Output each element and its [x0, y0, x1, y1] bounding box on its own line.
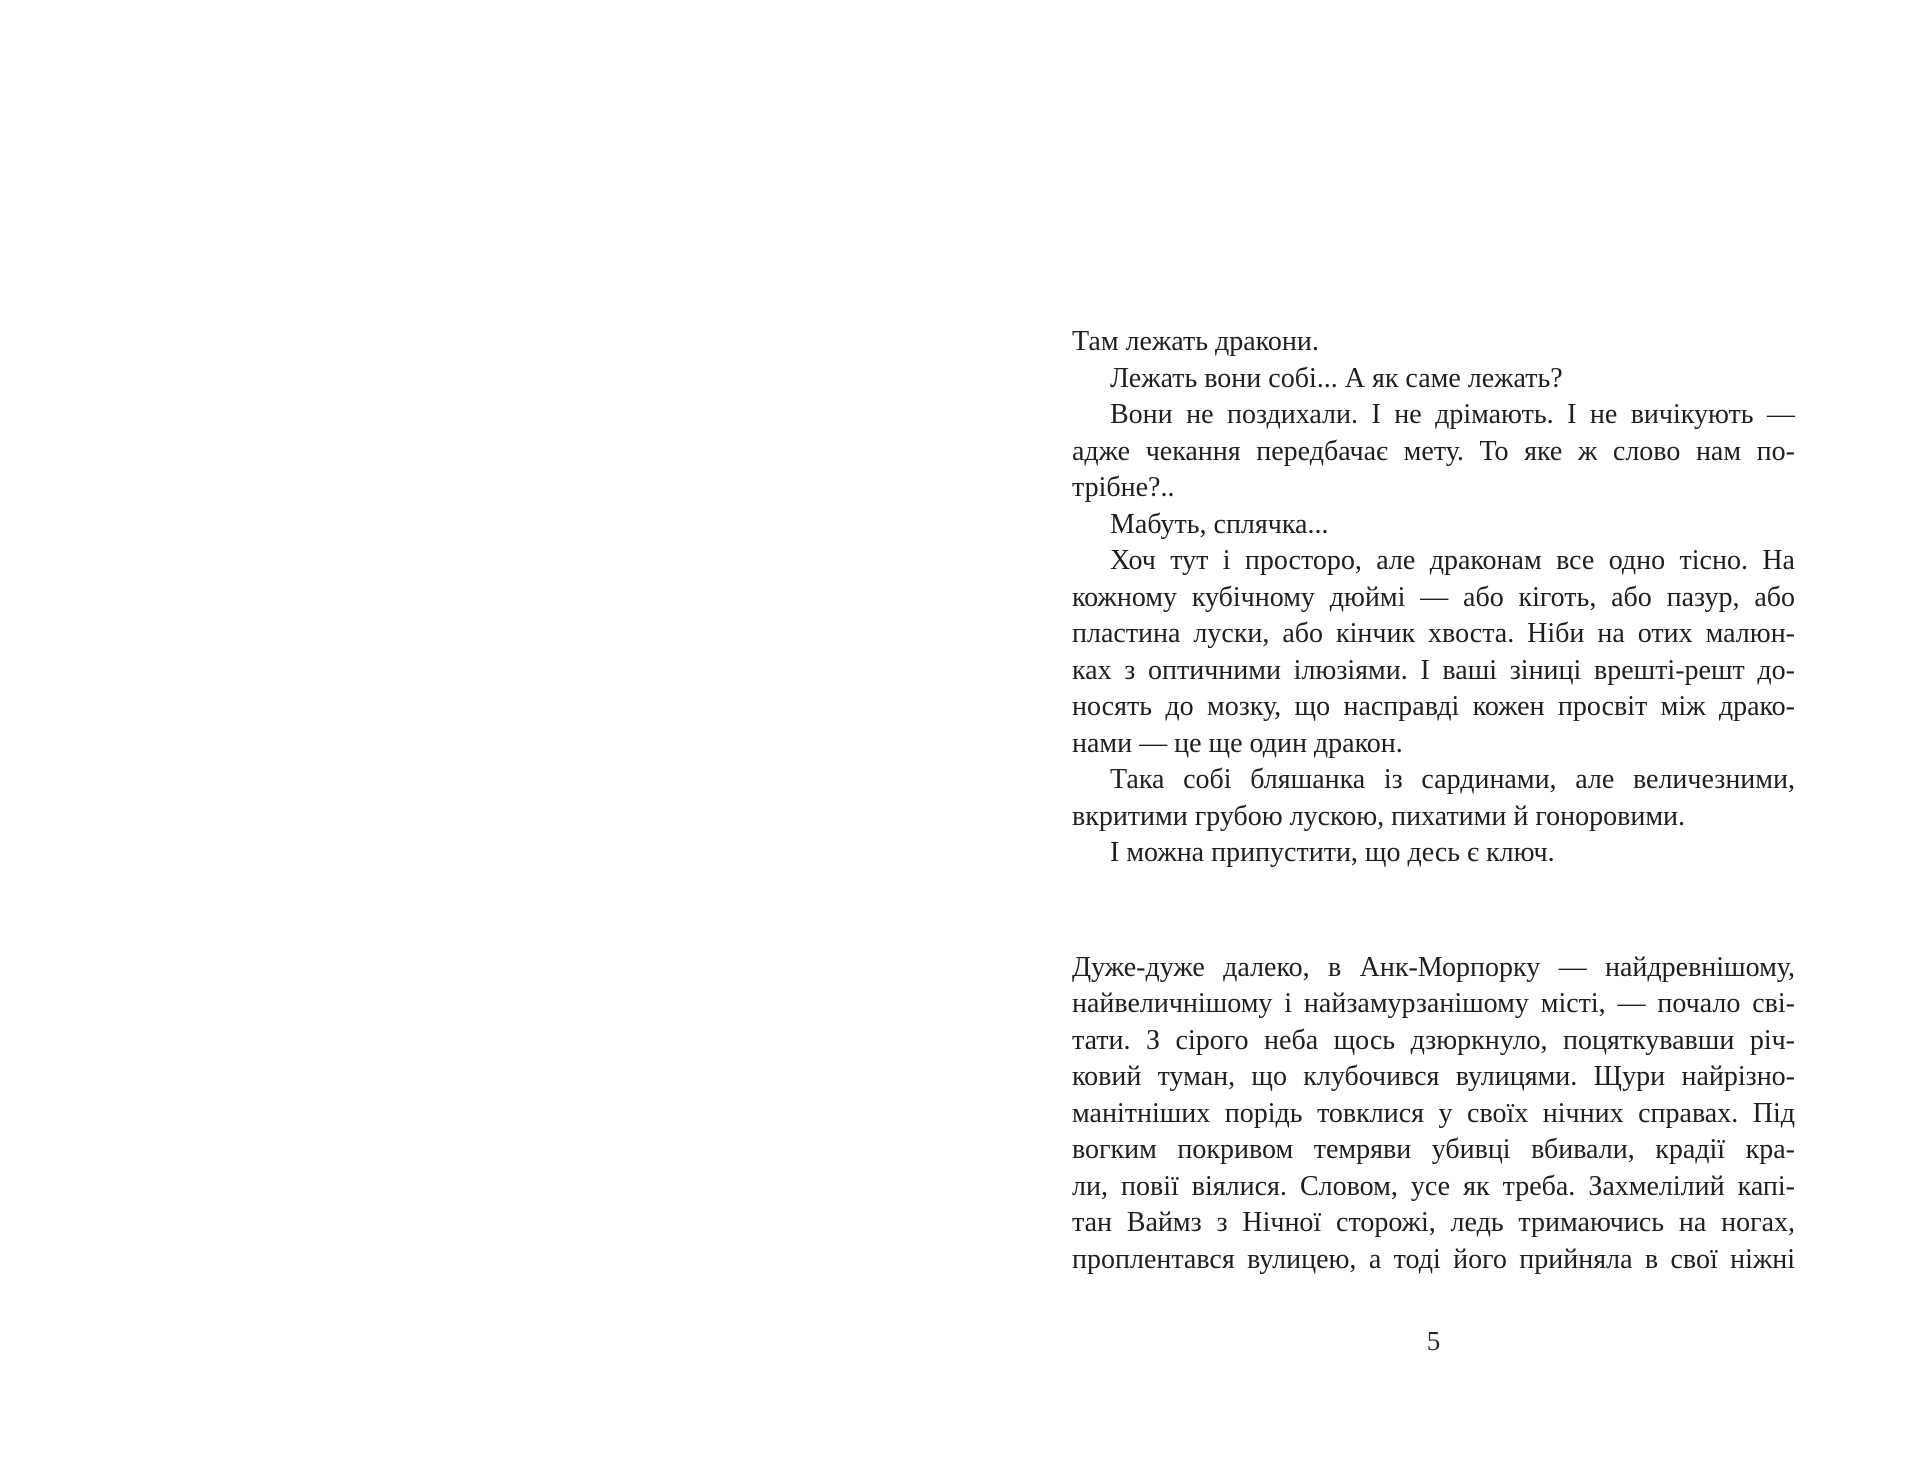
section-ankh-morpork [1072, 950, 1795, 1279]
text-line: носять до мозку, що насправді кожен просвіт між драко- [1072, 691, 1795, 722]
text-line: пластина луски, або кінчик хвоста. Ніби на отих малюн- [1072, 618, 1795, 649]
text-line: Лежать вони собі... А як саме лежать? [1110, 362, 1563, 394]
page-text-block [1072, 324, 1795, 1278]
text-line: адже чекання передбачає мету. То яке ж слово нам по- [1072, 435, 1795, 467]
text-line: Хоч тут і просторо, але драконам все одно тісно. На [1110, 545, 1795, 576]
text-line: нами — це ще один дракон. [1072, 727, 1403, 759]
text-line: проплентався вулицею, а тоді його прийняла в свої ніжні [1072, 1243, 1795, 1275]
text-line: Дуже-дуже далеко, в Анк-Морпорку — найдревнішому, [1072, 951, 1795, 983]
text-line: ковий туман, що клубочився вулицями. Щури найрізно- [1072, 1061, 1795, 1092]
text-line: ли, повії віялися. Словом, усе як треба. Захмелілий капі- [1072, 1170, 1795, 1202]
text-line: тан Ваймз з Нічної сторожі, ледь тримаючись на ногах, [1072, 1207, 1795, 1238]
text-line: тати. З сірого неба щось дзюркнуло, поцяткувавши річ- [1072, 1024, 1795, 1056]
text-line: Вони не поздихали. І не дрімають. І не вичікують — [1110, 399, 1795, 430]
text-line: вкритими грубою лускою, пихатими й гоноровими. [1072, 800, 1686, 832]
page-number: 5 [1426, 1326, 1441, 1356]
text-line: Така собі бляшанка із сардинами, але величезними, [1110, 764, 1795, 795]
text-line: Мабуть, сплячка... [1110, 508, 1329, 540]
text-line: трібне?.. [1072, 472, 1175, 503]
text-line: кожному кубічному дюймі — або кіготь, або пазур, або [1072, 581, 1795, 613]
text-line: ках з оптичними ілюзіями. І ваші зіниці врешті-решт до- [1072, 654, 1795, 686]
text-line: вогким покривом темряви убивці вбивали, крадії кра- [1072, 1134, 1795, 1165]
text-line: І можна припустити, що десь є ключ. [1110, 837, 1555, 868]
text-line: Там лежать дракони. [1072, 326, 1319, 357]
text-line: найвеличнішому і найзамурзанішому місті, — почало сві- [1072, 988, 1795, 1019]
text-line: манітніших порідь товклися у своїх нічних справах. Під [1072, 1097, 1795, 1129]
section-dragons [1072, 324, 1795, 872]
